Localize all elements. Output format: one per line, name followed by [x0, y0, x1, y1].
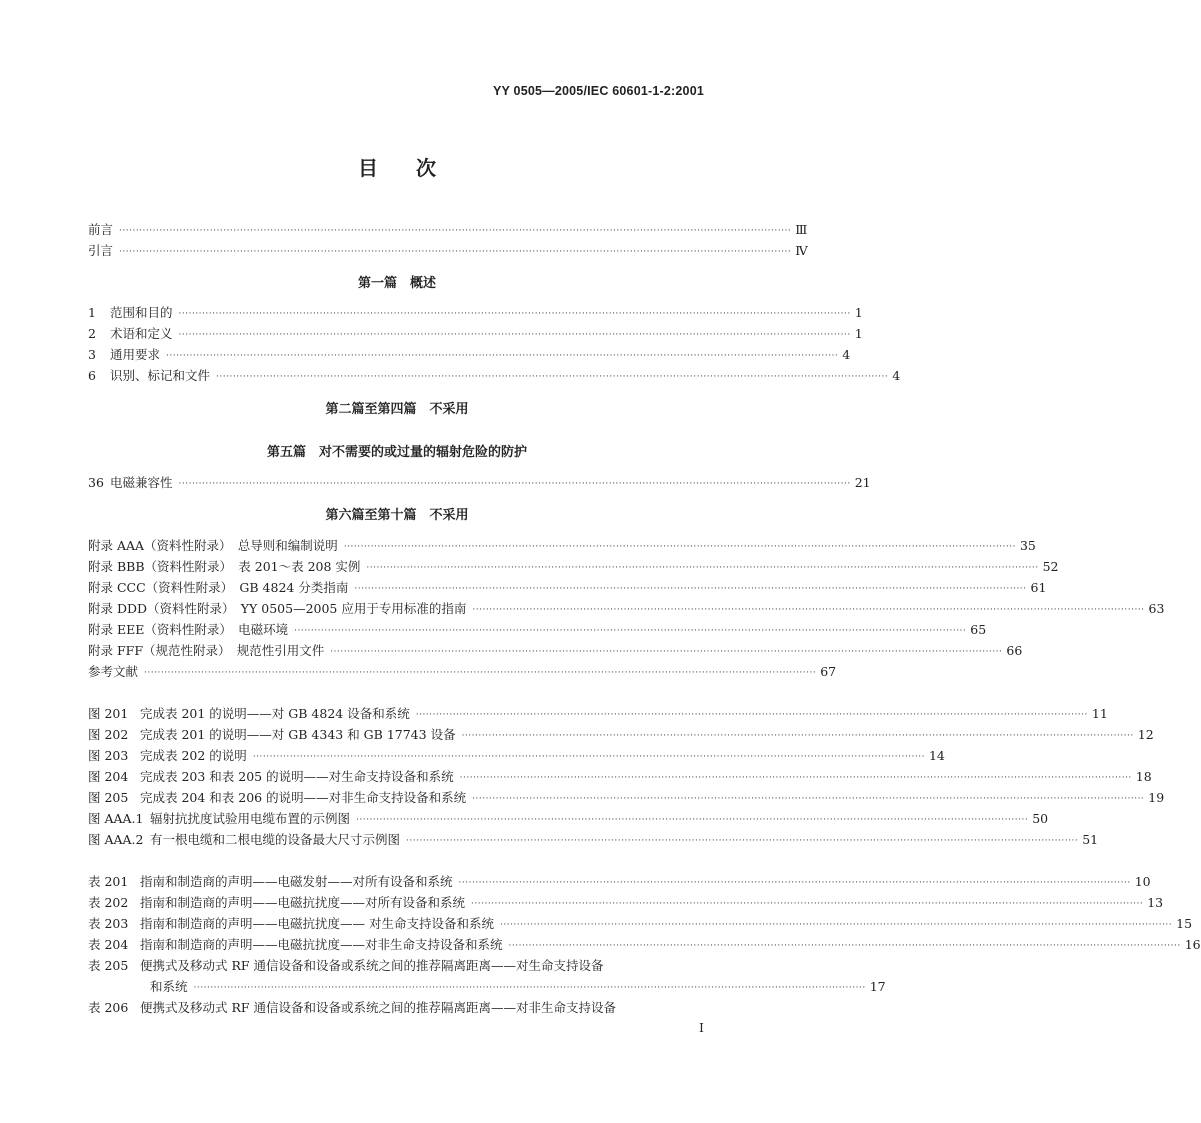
toc-entry[interactable] — [88, 661, 837, 682]
toc-entry[interactable] — [88, 577, 1047, 598]
toc-entry-number: 表 205 — [88, 958, 129, 973]
dot-leader: ········································································································································································································ — [354, 584, 1027, 594]
toc-entry-page: 63 — [1148, 601, 1165, 616]
toc-tables — [88, 871, 1201, 1018]
toc-entry-page: 17 — [869, 979, 886, 994]
toc-entry[interactable] — [88, 724, 1154, 745]
dot-leader: ········································································································································································································ — [472, 605, 1145, 615]
dot-leader: ········································································································································································································ — [252, 752, 925, 762]
toc-entry-label — [88, 892, 465, 913]
toc-entry-title: 识别、标记和文件 — [110, 368, 211, 383]
toc-entry-number: 表 204 — [88, 937, 129, 952]
toc-entry-page: 14 — [928, 748, 945, 763]
toc-front — [88, 219, 808, 261]
document-header: YY 0505—2005/IEC 60601-1-2:2001 — [493, 84, 704, 98]
dot-leader: ········································································································································································································ — [471, 899, 1144, 909]
section-heading-part6-10: 第六篇至第十篇 不采用 — [325, 508, 469, 523]
toc-entry-title: 附录 DDD（资料性附录） YY 0505—2005 应用于专用标准的指南 — [88, 601, 467, 616]
toc-entry-label — [88, 766, 454, 787]
toc-entry-page: 35 — [1019, 538, 1036, 553]
toc-entry[interactable] — [88, 219, 808, 240]
toc-entry-title: 范围和目的 — [110, 305, 173, 320]
toc-entry-label — [88, 535, 338, 556]
toc-entry-number: 3 — [88, 347, 96, 362]
toc-entry-page: 65 — [970, 622, 987, 637]
toc-entry-title-continued: 和系统 — [150, 979, 188, 994]
toc-entry-label — [88, 661, 138, 682]
toc-entry-label — [88, 240, 113, 261]
toc-entry-title: 术语和定义 — [110, 326, 173, 341]
toc-entry-title: 附录 EEE（资料性附录） 电磁环境 — [88, 622, 289, 637]
toc-entry-label — [88, 787, 466, 808]
dot-leader: ········································································································································································································ — [178, 309, 851, 319]
toc-entry-title: 完成表 202 的说明 — [140, 748, 247, 763]
toc-entry-title: 辐射抗扰度试验用电缆布置的示例图 — [150, 811, 351, 826]
toc-entry[interactable] — [88, 344, 851, 365]
toc-entry-label — [88, 640, 324, 661]
toc-entry-number: 36 — [88, 475, 104, 490]
toc-entry-label — [88, 871, 453, 892]
toc-part1 — [88, 302, 901, 386]
toc-entry[interactable] — [88, 913, 1193, 934]
toc-entry-number: 表 202 — [88, 895, 129, 910]
toc-entry-title: 完成表 201 的说明——对 GB 4343 和 GB 17743 设备 — [140, 727, 456, 742]
dot-leader: ········································································································································································································ — [343, 542, 1016, 552]
toc-entry-number: 图 AAA.2 — [88, 832, 144, 847]
toc-entry-page: 21 — [854, 475, 871, 490]
page-title: 目次 — [358, 156, 474, 180]
toc-entry-title: 指南和制造商的声明——电磁抗扰度——对非生命支持设备和系统 — [140, 937, 503, 952]
toc-entry-page: 18 — [1135, 769, 1152, 784]
dot-leader: ········································································································································································································ — [461, 731, 1134, 741]
toc-entry-label — [88, 344, 160, 365]
toc-entry-title: 附录 FFF（规范性附录） 规范性引用文件 — [88, 643, 325, 658]
dot-leader: ········································································································································································································ — [330, 647, 1003, 657]
toc-entry-page: Ⅲ — [795, 222, 808, 237]
toc-entry-label — [88, 598, 466, 619]
toc-entry-title: 完成表 201 的说明——对 GB 4824 设备和系统 — [140, 706, 410, 721]
toc-entry-title: 附录 AAA（资料性附录） 总导则和编制说明 — [88, 538, 338, 553]
toc-entry-page: 10 — [1134, 874, 1151, 889]
toc-entry-label — [88, 829, 400, 850]
dot-leader: ········································································································································································································ — [119, 226, 792, 236]
toc-entry-title: 指南和制造商的声明——电磁发射——对所有设备和系统 — [140, 874, 453, 889]
toc-entry-label — [88, 997, 616, 1018]
section-heading-part2-4: 第二篇至第四篇 不采用 — [325, 402, 469, 417]
toc-entry-page: 61 — [1030, 580, 1047, 595]
toc-entry[interactable] — [88, 787, 1165, 808]
toc-entry-number: 图 AAA.1 — [88, 811, 144, 826]
toc-entry-label — [88, 323, 173, 344]
dot-leader: ········································································································································································································ — [458, 878, 1131, 888]
toc-entry-label — [88, 913, 494, 934]
dot-leader: ········································································································································································································ — [119, 247, 792, 257]
toc-entry[interactable] — [88, 703, 1108, 724]
toc-entry[interactable] — [88, 302, 863, 323]
toc-entry-page: 50 — [1032, 811, 1049, 826]
toc-entry-label — [88, 703, 410, 724]
dot-leader: ········································································································································································································ — [406, 836, 1079, 846]
toc-entry[interactable] — [88, 829, 1099, 850]
toc-entry[interactable] — [88, 934, 1201, 955]
dot-leader: ········································································································································································································ — [415, 710, 1088, 720]
toc-entry[interactable] — [88, 766, 1152, 787]
toc-entry-page: 51 — [1082, 832, 1099, 847]
toc-entry-title: 引言 — [88, 243, 114, 258]
toc-entry[interactable] — [88, 871, 1151, 892]
toc-entry-title: 便携式及移动式 RF 通信设备和设备或系统之间的推荐隔离距离——对非生命支持设备 — [140, 1000, 617, 1015]
section-heading-part5: 第五篇 对不需要的或过量的辐射危险的防护 — [266, 445, 527, 460]
toc-entry-label — [88, 302, 173, 323]
toc-entry-title: 电磁兼容性 — [110, 475, 173, 490]
toc-entry-title: 完成表 204 和表 206 的说明——对非生命支持设备和系统 — [140, 790, 467, 805]
toc-entry-label — [88, 808, 350, 829]
toc-entry-page: 15 — [1176, 916, 1193, 931]
toc-entry[interactable] — [88, 365, 901, 386]
toc-entry-number: 图 205 — [88, 790, 129, 805]
dot-leader: ········································································································································································································ — [178, 479, 851, 489]
toc-entry-title: 完成表 203 和表 205 的说明——对生命支持设备和系统 — [140, 769, 454, 784]
toc-entry[interactable] — [88, 598, 1165, 619]
page-number: I — [699, 1020, 704, 1035]
toc-entry-title: 附录 BBB（资料性附录） 表 201～表 208 实例 — [88, 559, 361, 574]
toc-entry-page: 13 — [1147, 895, 1164, 910]
toc-entry[interactable] — [88, 556, 1059, 577]
dot-leader: ········································································································································································································ — [178, 330, 851, 340]
dot-leader: ········································································································································································································ — [356, 815, 1029, 825]
toc-entry-number: 图 201 — [88, 706, 129, 721]
toc-entry-title: 指南和制造商的声明——电磁抗扰度—— 对生命支持设备和系统 — [140, 916, 494, 931]
toc-entry-page: 19 — [1148, 790, 1165, 805]
dot-leader: ········································································································································································································ — [166, 351, 839, 361]
toc-entry-title: 便携式及移动式 RF 通信设备和设备或系统之间的推荐隔离距离——对生命支持设备 — [140, 958, 604, 973]
toc-entry-title: 有一根电缆和二根电缆的设备最大尺寸示例图 — [150, 832, 401, 847]
toc-entry-number: 6 — [88, 368, 96, 383]
toc-entry[interactable] — [88, 955, 704, 976]
dot-leader: ········································································································································································································ — [459, 773, 1132, 783]
dot-leader: ········································································································································································································ — [294, 626, 967, 636]
toc-entry[interactable] — [88, 745, 945, 766]
dot-leader: ········································································································································································································ — [508, 941, 1181, 951]
toc-entry-page: 16 — [1184, 937, 1201, 952]
section-heading-part1: 第一篇 概述 — [357, 276, 436, 291]
toc-entry-number: 表 203 — [88, 916, 129, 931]
toc-entry-label — [88, 976, 188, 997]
dot-leader: ········································································································································································································ — [216, 372, 889, 382]
toc-entry-label — [88, 619, 288, 640]
toc-entry-number: 表 201 — [88, 874, 129, 889]
toc-entry-title: 通用要求 — [110, 347, 161, 362]
toc-entry-page: 1 — [854, 326, 863, 341]
toc-entry[interactable] — [88, 808, 1049, 829]
toc-entry-page: Ⅳ — [795, 243, 808, 258]
toc-entry-page: 12 — [1137, 727, 1154, 742]
dot-leader: ········································································································································································································ — [366, 563, 1039, 573]
toc-entry-page: 4 — [842, 347, 851, 362]
toc-entry-label — [88, 556, 360, 577]
toc-entry[interactable] — [88, 892, 1164, 913]
toc-entry-title: 指南和制造商的声明——电磁抗扰度——对所有设备和系统 — [140, 895, 466, 910]
toc-entry-title: 附录 CCC（资料性附录） GB 4824 分类指南 — [88, 580, 349, 595]
toc-entry-page: 52 — [1042, 559, 1059, 574]
toc-entry-number: 2 — [88, 326, 96, 341]
dot-leader: ········································································································································································································ — [472, 794, 1145, 804]
toc-entry[interactable] — [88, 619, 987, 640]
toc-entry-label — [88, 934, 503, 955]
toc-entry-label — [88, 955, 604, 976]
toc-part5 — [88, 472, 871, 493]
toc-entry[interactable] — [88, 472, 871, 493]
dot-leader: ········································································································································································································ — [499, 920, 1173, 930]
toc-entry-label — [88, 577, 348, 598]
toc-entry-page: 11 — [1091, 706, 1108, 721]
toc-entry[interactable] — [88, 240, 808, 261]
toc-entry-title: 参考文献 — [88, 664, 139, 679]
toc-entry[interactable] — [88, 997, 704, 1018]
toc-entry-title: 前言 — [88, 222, 114, 237]
toc-entry-number: 图 202 — [88, 727, 129, 742]
toc-entry-number: 图 203 — [88, 748, 129, 763]
toc-entry-page: 67 — [820, 664, 837, 679]
toc-annexes — [88, 535, 1165, 682]
toc-entry-number: 1 — [88, 305, 96, 320]
toc-entry-label — [88, 724, 456, 745]
toc-entry[interactable] — [88, 535, 1036, 556]
toc-entry-label — [88, 472, 173, 493]
toc-entry-label — [88, 365, 210, 386]
toc-entry[interactable] — [88, 323, 863, 344]
toc-entry-number: 图 204 — [88, 769, 129, 784]
dot-leader: ········································································································································································································ — [193, 983, 866, 993]
toc-entry-label — [88, 219, 113, 240]
toc-entry-label — [88, 745, 247, 766]
dot-leader: ········································································································································································································ — [144, 668, 817, 678]
toc-entry-page: 1 — [854, 305, 863, 320]
toc-entry-continuation — [88, 976, 886, 997]
toc-figures — [88, 703, 1165, 850]
toc-entry-number: 表 206 — [88, 1000, 129, 1015]
toc-entry[interactable] — [88, 640, 1023, 661]
toc-entry-page: 66 — [1006, 643, 1023, 658]
toc-entry-page: 4 — [892, 368, 901, 383]
